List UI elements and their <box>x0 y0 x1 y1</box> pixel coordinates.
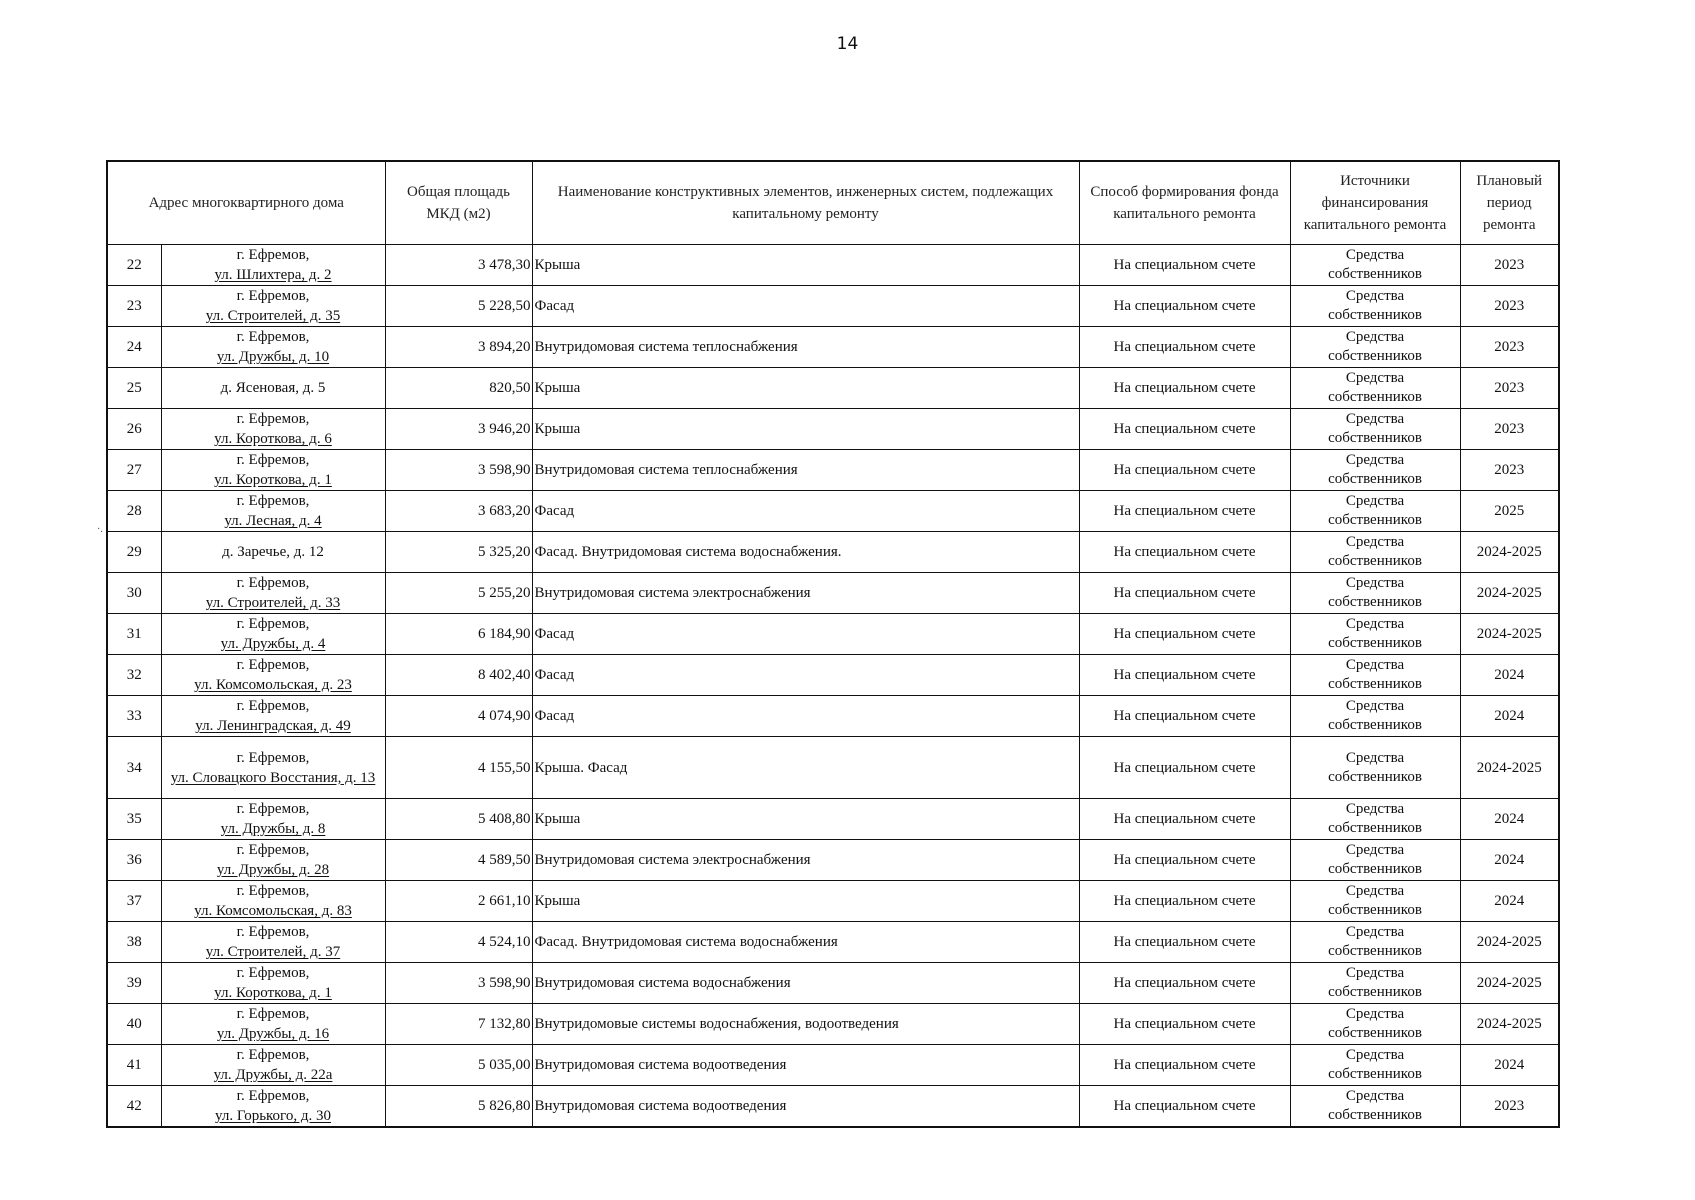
address-line-1: г. Ефремов, <box>236 452 310 468</box>
elements-cell: Внутридомовые системы водоснабжения, водоотведения <box>532 1004 1079 1045</box>
address-line-2: ул. Строителей, д. 35 <box>205 308 341 324</box>
method-cell: На специальном счете <box>1079 922 1290 963</box>
row-number-cell: 22 <box>107 245 161 286</box>
address-line-1: г. Ефремов, <box>236 801 310 817</box>
scan-mark: ·. <box>97 524 103 535</box>
method-cell: На специальном счете <box>1079 1086 1290 1128</box>
address-cell <box>161 922 385 963</box>
period-cell: 2024-2025 <box>1460 573 1559 614</box>
source-cell <box>1290 286 1460 327</box>
area-cell: 3 598,90 <box>385 450 532 491</box>
source-line-2: собственников <box>1328 512 1422 528</box>
row-number-cell: 37 <box>107 881 161 922</box>
source-line-1: Средства <box>1345 247 1405 263</box>
table-row <box>107 881 1559 922</box>
source-line-2: собственников <box>1328 820 1422 836</box>
source-line-2: собственников <box>1328 471 1422 487</box>
source-line-2: собственников <box>1328 389 1422 405</box>
source-line-2: собственников <box>1328 430 1422 446</box>
elements-cell: Внутридомовая система водоотведения <box>532 1086 1079 1128</box>
address-line-1: г. Ефремов, <box>236 1006 310 1022</box>
area-cell: 3 894,20 <box>385 327 532 368</box>
period-cell: 2024-2025 <box>1460 1004 1559 1045</box>
method-cell: На специальном счете <box>1079 840 1290 881</box>
period-cell: 2024-2025 <box>1460 963 1559 1004</box>
area-cell: 5 255,20 <box>385 573 532 614</box>
source-line-1: Средства <box>1345 370 1405 386</box>
address-line-1: г. Ефремов, <box>236 1047 310 1063</box>
header-period: Плановый период ремонта <box>1460 161 1559 245</box>
address-cell <box>161 450 385 491</box>
address-line-1: г. Ефремов, <box>236 493 310 509</box>
period-cell: 2024 <box>1460 696 1559 737</box>
source-line-1: Средства <box>1345 493 1405 509</box>
address-line-2: ул. Комсомольская, д. 23 <box>194 677 352 693</box>
elements-cell: Фасад <box>532 491 1079 532</box>
table-row <box>107 1086 1559 1128</box>
table-row <box>107 614 1559 655</box>
source-line-2: собственников <box>1328 768 1422 785</box>
area-cell: 4 074,90 <box>385 696 532 737</box>
address-line-2: ул. Дружбы, д. 16 <box>216 1026 330 1042</box>
source-cell <box>1290 696 1460 737</box>
address-line-1: г. Ефремов, <box>236 616 310 632</box>
source-line-2: собственников <box>1328 348 1422 364</box>
address-line-2: ул. Дружбы, д. 8 <box>220 821 326 837</box>
source-line-2: собственников <box>1328 594 1422 610</box>
source-line-1: Средства <box>1345 924 1405 940</box>
source-line-1: Средства <box>1345 657 1405 673</box>
source-line-2: собственников <box>1328 553 1422 569</box>
address-cell <box>161 1004 385 1045</box>
address-line-1: д. Заречье, д. 12 <box>222 544 324 560</box>
address-cell <box>161 1086 385 1128</box>
period-cell: 2024 <box>1460 655 1559 696</box>
elements-cell: Крыша <box>532 245 1079 286</box>
source-line-1: Средства <box>1345 1088 1405 1104</box>
table-row <box>107 573 1559 614</box>
source-line-1: Средства <box>1345 801 1405 817</box>
address-line-2: ул. Строителей, д. 37 <box>205 944 341 960</box>
source-cell <box>1290 491 1460 532</box>
address-line-1: г. Ефремов, <box>236 575 310 591</box>
address-cell <box>161 1045 385 1086</box>
row-number-cell: 24 <box>107 327 161 368</box>
period-cell: 2024-2025 <box>1460 614 1559 655</box>
address-line-2: ул. Дружбы, д. 10 <box>216 349 330 365</box>
elements-cell: Внутридомовая система теплоснабжения <box>532 327 1079 368</box>
address-line-1: г. Ефремов, <box>236 247 310 263</box>
header-elements: Наименование конструктивных элементов, инженерных систем, подлежащих капитальному ремонту <box>532 161 1079 245</box>
row-number-cell: 42 <box>107 1086 161 1128</box>
address-line-2: ул. Словацкого Восстания, д. 13 <box>170 769 376 786</box>
source-line-2: собственников <box>1328 635 1422 651</box>
address-cell <box>161 655 385 696</box>
elements-cell: Внутридомовая система теплоснабжения <box>532 450 1079 491</box>
source-cell <box>1290 614 1460 655</box>
area-cell: 3 478,30 <box>385 245 532 286</box>
source-line-1: Средства <box>1345 616 1405 632</box>
source-line-2: собственников <box>1328 307 1422 323</box>
method-cell: На специальном счете <box>1079 1004 1290 1045</box>
row-number-cell: 34 <box>107 737 161 799</box>
area-cell: 4 155,50 <box>385 737 532 799</box>
source-line-2: собственников <box>1328 861 1422 877</box>
row-number-cell: 39 <box>107 963 161 1004</box>
source-line-1: Средства <box>1345 288 1405 304</box>
method-cell: На специальном счете <box>1079 799 1290 840</box>
address-line-1: г. Ефремов, <box>236 411 310 427</box>
period-cell: 2023 <box>1460 286 1559 327</box>
row-number-cell: 31 <box>107 614 161 655</box>
address-cell <box>161 368 385 409</box>
elements-cell: Внутридомовая система водоотведения <box>532 1045 1079 1086</box>
method-cell: На специальном счете <box>1079 655 1290 696</box>
source-line-1: Средства <box>1345 842 1405 858</box>
address-line-1: г. Ефремов, <box>236 883 310 899</box>
source-cell <box>1290 409 1460 450</box>
source-cell <box>1290 1045 1460 1086</box>
elements-cell: Фасад <box>532 614 1079 655</box>
source-line-1: Средства <box>1345 698 1405 714</box>
header-method: Способ формирования фонда капитального ремонта <box>1079 161 1290 245</box>
method-cell: На специальном счете <box>1079 327 1290 368</box>
row-number-cell: 33 <box>107 696 161 737</box>
period-cell: 2024-2025 <box>1460 737 1559 799</box>
header-area: Общая площадь МКД (м2) <box>385 161 532 245</box>
row-number-cell: 27 <box>107 450 161 491</box>
row-number-cell: 38 <box>107 922 161 963</box>
period-cell: 2024 <box>1460 881 1559 922</box>
area-cell: 5 228,50 <box>385 286 532 327</box>
address-cell <box>161 491 385 532</box>
source-line-1: Средства <box>1345 534 1405 550</box>
source-line-1: Средства <box>1345 1047 1405 1063</box>
address-line-2: ул. Короткова, д. 6 <box>214 431 332 447</box>
header-address: Адрес многоквартирного дома <box>107 161 385 245</box>
area-cell: 7 132,80 <box>385 1004 532 1045</box>
table-header-row <box>107 161 1559 245</box>
elements-cell: Крыша <box>532 368 1079 409</box>
table-row <box>107 368 1559 409</box>
source-cell <box>1290 532 1460 573</box>
address-line-2: ул. Дружбы, д. 28 <box>216 862 330 878</box>
address-line-2: ул. Горького, д. 30 <box>215 1108 331 1124</box>
source-line-1: Средства <box>1345 452 1405 468</box>
period-cell: 2023 <box>1460 409 1559 450</box>
source-cell <box>1290 1086 1460 1128</box>
method-cell: На специальном счете <box>1079 368 1290 409</box>
address-line-1: г. Ефремов, <box>236 329 310 345</box>
source-line-1: Средства <box>1345 749 1405 766</box>
address-cell <box>161 963 385 1004</box>
row-number-cell: 26 <box>107 409 161 450</box>
period-cell: 2024-2025 <box>1460 532 1559 573</box>
table-row <box>107 1045 1559 1086</box>
table-row <box>107 409 1559 450</box>
elements-cell: Крыша <box>532 799 1079 840</box>
table-row <box>107 327 1559 368</box>
table-row <box>107 737 1559 799</box>
source-line-2: собственников <box>1328 902 1422 918</box>
repair-plan-table <box>106 160 1560 1128</box>
area-cell: 8 402,40 <box>385 655 532 696</box>
address-line-1: г. Ефремов, <box>236 288 310 304</box>
method-cell: На специальном счете <box>1079 286 1290 327</box>
row-number-cell: 32 <box>107 655 161 696</box>
address-line-2: ул. Шлихтера, д. 2 <box>214 267 332 283</box>
source-line-1: Средства <box>1345 411 1405 427</box>
elements-cell: Фасад. Внутридомовая система водоснабжения <box>532 922 1079 963</box>
method-cell: На специальном счете <box>1079 1045 1290 1086</box>
page-number: 14 <box>836 34 859 54</box>
period-cell: 2024 <box>1460 840 1559 881</box>
method-cell: На специальном счете <box>1079 491 1290 532</box>
address-line-1: г. Ефремов, <box>236 842 310 858</box>
address-line-1: г. Ефремов, <box>236 749 310 766</box>
source-line-2: собственников <box>1328 676 1422 692</box>
method-cell: На специальном счете <box>1079 573 1290 614</box>
area-cell: 4 589,50 <box>385 840 532 881</box>
address-line-2: ул. Дружбы, д. 22а <box>213 1067 333 1083</box>
elements-cell: Крыша. Фасад <box>532 737 1079 799</box>
source-line-2: собственников <box>1328 984 1422 1000</box>
address-cell <box>161 799 385 840</box>
table-row <box>107 532 1559 573</box>
address-line-1: г. Ефремов, <box>236 1088 310 1104</box>
table-row <box>107 922 1559 963</box>
method-cell: На специальном счете <box>1079 245 1290 286</box>
elements-cell: Фасад. Внутридомовая система водоснабжения. <box>532 532 1079 573</box>
period-cell: 2023 <box>1460 368 1559 409</box>
elements-cell: Фасад <box>532 286 1079 327</box>
area-cell: 2 661,10 <box>385 881 532 922</box>
period-cell: 2023 <box>1460 1086 1559 1128</box>
period-cell: 2023 <box>1460 327 1559 368</box>
address-line-1: г. Ефремов, <box>236 924 310 940</box>
source-cell <box>1290 368 1460 409</box>
address-cell <box>161 286 385 327</box>
source-cell <box>1290 450 1460 491</box>
source-cell <box>1290 655 1460 696</box>
area-cell: 820,50 <box>385 368 532 409</box>
source-cell <box>1290 963 1460 1004</box>
address-cell <box>161 532 385 573</box>
address-cell <box>161 245 385 286</box>
elements-cell: Внутридомовая система водоснабжения <box>532 963 1079 1004</box>
row-number-cell: 28 <box>107 491 161 532</box>
address-line-2: ул. Дружбы, д. 4 <box>220 636 326 652</box>
method-cell: На специальном счете <box>1079 450 1290 491</box>
row-number-cell: 25 <box>107 368 161 409</box>
address-cell <box>161 881 385 922</box>
address-line-1: д. Ясеновая, д. 5 <box>220 380 326 396</box>
area-cell: 5 826,80 <box>385 1086 532 1128</box>
row-number-cell: 41 <box>107 1045 161 1086</box>
table-body <box>107 245 1559 1128</box>
table-row <box>107 799 1559 840</box>
table-row <box>107 963 1559 1004</box>
table-row <box>107 655 1559 696</box>
table-row <box>107 245 1559 286</box>
period-cell: 2024 <box>1460 1045 1559 1086</box>
source-cell <box>1290 799 1460 840</box>
source-cell <box>1290 573 1460 614</box>
address-line-2: ул. Короткова, д. 1 <box>214 985 332 1001</box>
address-cell <box>161 840 385 881</box>
row-number-cell: 40 <box>107 1004 161 1045</box>
source-line-2: собственников <box>1328 943 1422 959</box>
source-line-2: собственников <box>1328 1107 1422 1123</box>
address-cell <box>161 737 385 799</box>
elements-cell: Крыша <box>532 409 1079 450</box>
period-cell: 2023 <box>1460 450 1559 491</box>
header-source: Источники финансирования капитального ремонта <box>1290 161 1460 245</box>
method-cell: На специальном счете <box>1079 532 1290 573</box>
row-number-cell: 35 <box>107 799 161 840</box>
source-line-1: Средства <box>1345 1006 1405 1022</box>
address-line-2: ул. Строителей, д. 33 <box>205 595 341 611</box>
area-cell: 5 035,00 <box>385 1045 532 1086</box>
row-number-cell: 29 <box>107 532 161 573</box>
area-cell: 5 325,20 <box>385 532 532 573</box>
period-cell: 2024 <box>1460 799 1559 840</box>
area-cell: 6 184,90 <box>385 614 532 655</box>
row-number-cell: 30 <box>107 573 161 614</box>
source-cell <box>1290 737 1460 799</box>
address-cell <box>161 696 385 737</box>
table-row <box>107 450 1559 491</box>
area-cell: 3 598,90 <box>385 963 532 1004</box>
address-line-1: г. Ефремов, <box>236 698 310 714</box>
method-cell: На специальном счете <box>1079 696 1290 737</box>
source-line-2: собственников <box>1328 266 1422 282</box>
source-line-1: Средства <box>1345 575 1405 591</box>
period-cell: 2023 <box>1460 245 1559 286</box>
row-number-cell: 36 <box>107 840 161 881</box>
address-cell <box>161 327 385 368</box>
source-cell <box>1290 881 1460 922</box>
address-line-2: ул. Короткова, д. 1 <box>214 472 332 488</box>
address-cell <box>161 573 385 614</box>
address-line-2: ул. Ленинградская, д. 49 <box>195 718 351 734</box>
source-cell <box>1290 922 1460 963</box>
address-line-1: г. Ефремов, <box>236 657 310 673</box>
source-cell <box>1290 327 1460 368</box>
source-line-1: Средства <box>1345 965 1405 981</box>
area-cell: 4 524,10 <box>385 922 532 963</box>
elements-cell: Крыша <box>532 881 1079 922</box>
source-cell <box>1290 840 1460 881</box>
source-line-2: собственников <box>1328 1066 1422 1082</box>
method-cell: На специальном счете <box>1079 409 1290 450</box>
source-line-2: собственников <box>1328 1025 1422 1041</box>
address-line-2: ул. Лесная, д. 4 <box>224 513 322 529</box>
method-cell: На специальном счете <box>1079 881 1290 922</box>
elements-cell: Фасад <box>532 696 1079 737</box>
address-cell <box>161 614 385 655</box>
source-line-1: Средства <box>1345 883 1405 899</box>
method-cell: На специальном счете <box>1079 614 1290 655</box>
elements-cell: Фасад <box>532 655 1079 696</box>
row-number-cell: 23 <box>107 286 161 327</box>
table-row <box>107 491 1559 532</box>
address-line-1: г. Ефремов, <box>236 965 310 981</box>
source-cell <box>1290 245 1460 286</box>
period-cell: 2025 <box>1460 491 1559 532</box>
area-cell: 3 946,20 <box>385 409 532 450</box>
address-cell <box>161 409 385 450</box>
table-row <box>107 1004 1559 1045</box>
area-cell: 5 408,80 <box>385 799 532 840</box>
table-row <box>107 286 1559 327</box>
area-cell: 3 683,20 <box>385 491 532 532</box>
elements-cell: Внутридомовая система электроснабжения <box>532 840 1079 881</box>
source-line-1: Средства <box>1345 329 1405 345</box>
period-cell: 2024-2025 <box>1460 922 1559 963</box>
address-line-2: ул. Комсомольская, д. 83 <box>194 903 352 919</box>
source-cell <box>1290 1004 1460 1045</box>
table-row <box>107 696 1559 737</box>
method-cell: На специальном счете <box>1079 963 1290 1004</box>
method-cell: На специальном счете <box>1079 737 1290 799</box>
source-line-2: собственников <box>1328 717 1422 733</box>
table-row <box>107 840 1559 881</box>
elements-cell: Внутридомовая система электроснабжения <box>532 573 1079 614</box>
